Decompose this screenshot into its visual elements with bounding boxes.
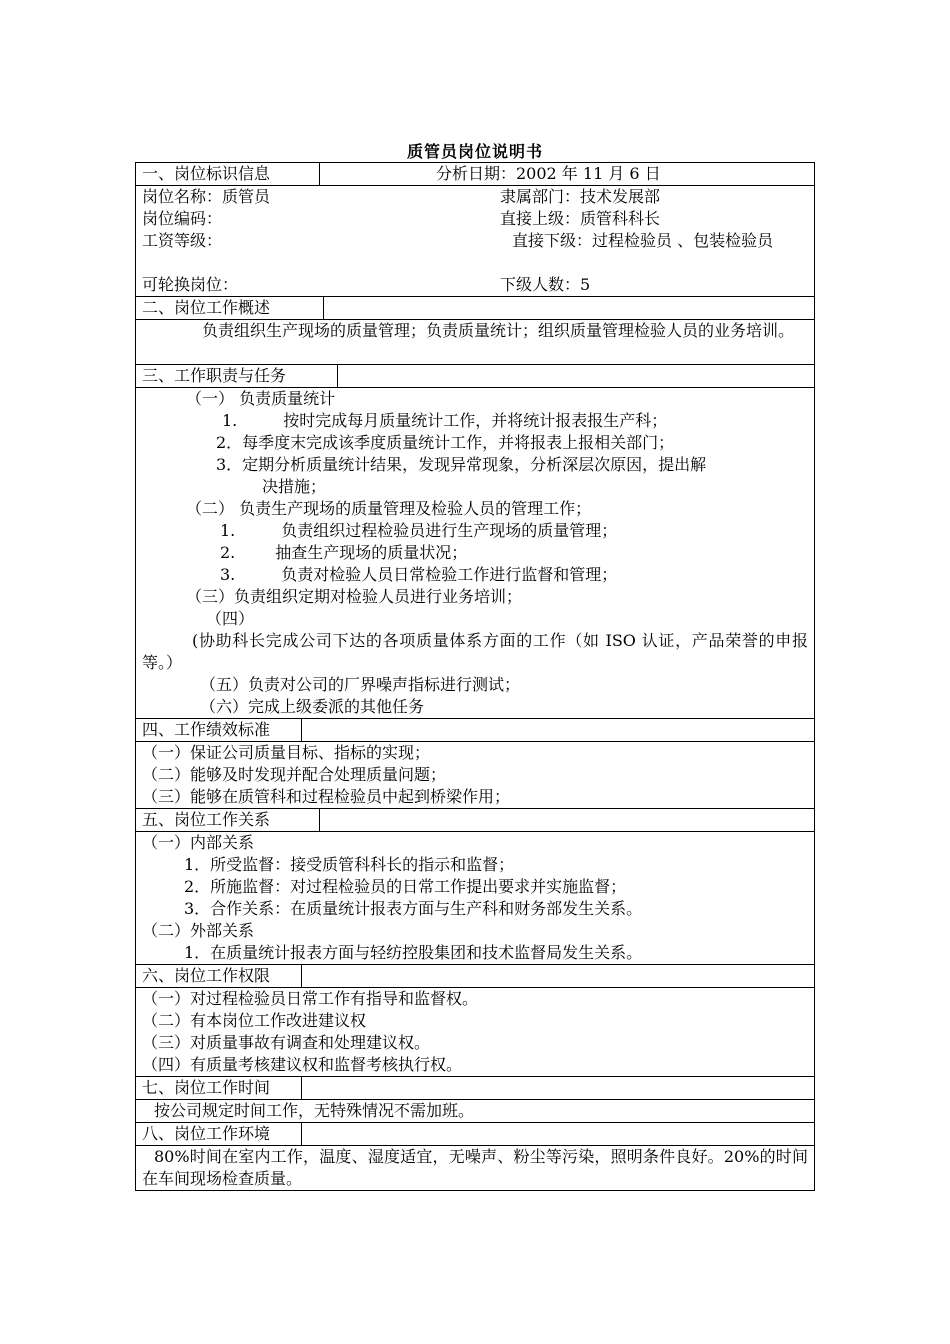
duty-2-1 <box>142 520 808 542</box>
overview-text: 负责组织生产现场的质量管理；负责质量统计；组织质量管理检验人员的业务培训。 <box>202 321 795 340</box>
duty-2-1-number: 1. <box>220 521 236 540</box>
duty-1-1-text: 按时完成每月质量统计工作，并将统计报表报生产科； <box>283 411 668 430</box>
section-3-body <box>135 388 815 719</box>
section-2-header <box>135 297 815 320</box>
duty-2-2 <box>142 542 808 564</box>
info-row-2 <box>142 208 808 230</box>
section-7-heading: 七、岗位工作时间 <box>136 1077 302 1099</box>
internal-relation-2: 2．所施监督：对过程检验员的日常工作提出要求并实施监督； <box>184 877 627 896</box>
external-relations: （二）外部关系 <box>142 921 255 940</box>
authority-item-3: （三）对质量事故有调查和处理建议权。 <box>142 1033 431 1052</box>
info-row-4 <box>142 274 808 296</box>
department: 隶属部门：技术发展部 <box>500 187 661 206</box>
salary-grade: 工资等级： <box>142 231 223 250</box>
duty-group-3: （三）负责组织定期对检验人员进行业务培训； <box>186 587 523 606</box>
duty-group-4: （四） <box>206 609 255 628</box>
info-row-1 <box>142 186 808 208</box>
duty-1-3a: 3．定期分析质量统计结果，发现异常现象，分析深层次原因，提出解 <box>216 455 707 474</box>
performance-item-2: （二）能够及时发现并配合处理质量问题； <box>142 765 447 784</box>
position-code: 岗位编码： <box>142 209 223 228</box>
info-row-3 <box>142 230 808 252</box>
section-3-heading: 三、工作职责与任务 <box>136 365 338 387</box>
rotation-positions: 可轮换岗位： <box>142 275 239 294</box>
section-5-header <box>135 809 815 832</box>
section-1-body <box>135 186 815 297</box>
section-7-body <box>135 1100 815 1123</box>
authority-item-2: （二）有本岗位工作改进建议权 <box>142 1011 367 1030</box>
job-description-table <box>135 162 815 1191</box>
section-6-body <box>135 988 815 1077</box>
internal-relations: （一）内部关系 <box>142 833 255 852</box>
performance-item-3: （三）能够在质管科和过程检验员中起到桥梁作用； <box>142 787 511 806</box>
internal-relation-1: 1．所受监督：接受质管科科长的指示和监督； <box>184 855 515 874</box>
section-2-body <box>135 320 815 365</box>
performance-item-1: （一）保证公司质量目标、指标的实现； <box>142 743 431 762</box>
duty-2-2-text: 抽查生产现场的质量状况； <box>275 543 468 562</box>
direct-superior: 直接上级：质管科科长 <box>500 209 661 228</box>
section-3-header <box>135 365 815 388</box>
section-1-header <box>135 162 815 186</box>
analysis-date: 分析日期：2002 年 11 月 6 日 <box>436 164 661 183</box>
duty-1-1-number: 1. <box>222 411 238 430</box>
duty-1-3b: 决措施； <box>262 477 327 496</box>
work-environment-text: 80%时间在室内工作，温度、湿度适宜，无噪声、粉尘等污染，照明条件良好。20%的时间在车间现场检查质量。 <box>142 1147 808 1188</box>
section-8-header <box>135 1123 815 1146</box>
section-1-heading: 一、岗位标识信息 <box>136 163 320 185</box>
info-row-spacer <box>142 252 808 274</box>
external-relation-1: 1．在质量统计报表方面与轻纺控股集团和技术监督局发生关系。 <box>184 943 643 962</box>
section-8-heading: 八、岗位工作环境 <box>136 1123 302 1145</box>
duty-2-2-number: 2. <box>220 543 236 562</box>
document-title: 质管员岗位说明书 <box>406 142 543 161</box>
section-2-heading: 二、岗位工作概述 <box>136 297 324 319</box>
duty-group-6: （六）完成上级委派的其他任务 <box>200 697 425 716</box>
work-time-text: 按公司规定时间工作，无特殊情况不需加班。 <box>154 1101 475 1120</box>
duty-2-3-text: 负责对检验人员日常检验工作进行监督和管理； <box>281 565 618 584</box>
duty-2-3 <box>142 564 808 586</box>
authority-item-4: （四）有质量考核建议权和监督考核执行权。 <box>142 1055 463 1074</box>
duty-1-1 <box>142 410 808 432</box>
position-name: 岗位名称：质管员 <box>142 187 271 206</box>
duty-2-1-text: 负责组织过程检验员进行生产现场的质量管理； <box>281 521 618 540</box>
duty-group-4-text: (协助科长完成公司下达的各项质量体系方面的工作（如 ISO 认证，产品荣誉的申报等。） <box>142 631 808 672</box>
subordinate-count: 下级人数：5 <box>500 275 591 294</box>
direct-subordinate: 直接下级：过程检验员 、包装检验员 <box>512 231 774 250</box>
section-6-heading: 六、岗位工作权限 <box>136 965 302 987</box>
section-4-heading: 四、工作绩效标准 <box>136 719 302 741</box>
section-4-header <box>135 719 815 742</box>
section-7-header <box>135 1077 815 1100</box>
section-8-body <box>135 1146 815 1191</box>
duty-group-1: （一） 负责质量统计 <box>186 389 336 408</box>
duty-group-5: （五）负责对公司的厂界噪声指标进行测试； <box>200 675 521 694</box>
section-5-body <box>135 832 815 965</box>
duty-1-2: 2．每季度末完成该季度质量统计工作，并将报表上报相关部门； <box>216 433 675 452</box>
duty-2-3-number: 3. <box>220 565 236 584</box>
duty-group-2: （二） 负责生产现场的质量管理及检验人员的管理工作； <box>186 499 592 518</box>
section-4-body <box>135 742 815 809</box>
section-5-heading: 五、岗位工作关系 <box>136 809 320 831</box>
internal-relation-3: 3．合作关系：在质量统计报表方面与生产科和财务部发生关系。 <box>184 899 643 918</box>
section-6-header <box>135 965 815 988</box>
authority-item-1: （一）对过程检验员日常工作有指导和监督权。 <box>142 989 479 1008</box>
